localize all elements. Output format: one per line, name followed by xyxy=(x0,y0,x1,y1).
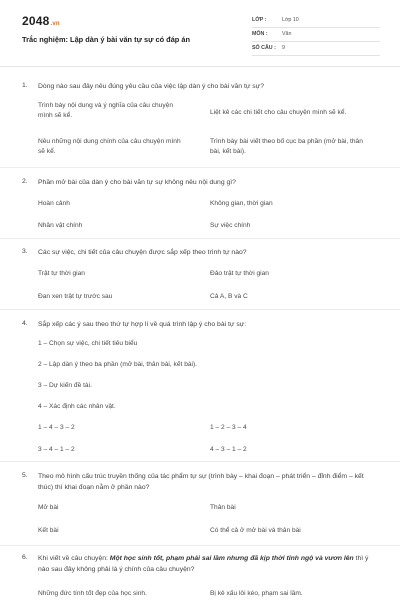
option-b[interactable]: Đảo trật tự thời gian xyxy=(210,270,269,277)
question-number: 6. xyxy=(22,554,28,561)
question-text: Khi viết về câu chuyện: Một học sinh tốt, phạm phải sai lầm nhưng đã kịp thời tỉnh ngộ và vươn lên thì ý nào sau đây không phải là ý chính của câu chuyện? xyxy=(38,555,369,573)
meta-table xyxy=(252,14,380,56)
option-a[interactable]: Trật tự thời gian xyxy=(38,270,85,277)
option-b[interactable]: Liệt kê các chi tiết cho câu chuyện mình sẽ kể. xyxy=(210,109,347,116)
question-number: 4. xyxy=(22,320,28,327)
option-c[interactable]: 3 – 4 – 1 – 2 xyxy=(38,446,75,453)
page-header xyxy=(22,14,380,68)
question-divider xyxy=(0,238,400,239)
option-a[interactable]: Những đức tính tốt đẹp của học sinh. xyxy=(38,590,147,597)
list-item: 3 – Dự kiến đề tài. xyxy=(38,382,92,389)
question-text: Dòng nào sau đây nêu đúng yêu cầu của việc lập dàn ý cho bài văn tự sự? xyxy=(38,83,264,90)
option-d[interactable]: Trình bày bài viết theo bố cục ba phần (mở bài, thân bài, kết bài). xyxy=(210,138,363,155)
meta-row-count: SỐ CÂU : 9 xyxy=(252,42,380,56)
list-item: 4 – Xác định các nhân vật. xyxy=(38,403,116,410)
option-d[interactable]: Có thể cả ở mở bài và thân bài xyxy=(210,527,301,534)
list-item: 2 – Lập dàn ý theo ba phần (mở bài, thân bài, kết bài). xyxy=(38,361,198,368)
question-number: 3. xyxy=(22,248,28,255)
question-divider xyxy=(0,309,400,310)
meta-row-subject: MÔN : Văn xyxy=(252,28,380,42)
option-d[interactable]: Sự việc chính xyxy=(210,222,251,229)
option-a[interactable]: Hoàn cảnh xyxy=(38,200,70,207)
option-b[interactable]: 1 – 2 – 3 – 4 xyxy=(210,424,247,431)
option-a[interactable]: 1 – 4 – 3 – 2 xyxy=(38,424,75,431)
list-item: 1 – Chọn sự việc, chi tiết tiêu biểu xyxy=(38,340,138,347)
option-a[interactable]: Trình bày nội dung và ý nghĩa của câu chuyện mình sẽ kể. xyxy=(38,102,174,119)
option-c[interactable]: Nhân vật chính xyxy=(38,222,83,229)
question-number: 2. xyxy=(22,178,28,185)
option-c[interactable]: Kết bài xyxy=(38,527,59,534)
header-divider xyxy=(0,66,400,67)
option-b[interactable]: Thân bài xyxy=(210,504,236,511)
question-text: Các sự việc, chi tiết của câu chuyện được sắp xếp theo trình tự nào? xyxy=(38,249,247,256)
option-c[interactable]: Đan xen trật tự trước sau xyxy=(38,293,113,300)
page-title: Trắc nghiệm: Lập dàn ý bài văn tự sự có đáp án xyxy=(22,35,190,44)
option-b[interactable]: Không gian, thời gian xyxy=(210,200,273,207)
option-b[interactable]: Bị kẻ xấu lôi kéo, phạm sai lầm. xyxy=(210,590,303,597)
question-text: Sắp xếp các ý sau theo thứ tự hợp lí về quá trình lập ý cho bài tự sự: xyxy=(38,321,247,328)
site-logo[interactable]: 2048.vn xyxy=(22,14,60,28)
option-c[interactable]: Nêu những nội dung chính của câu chuyện mình sẽ kể. xyxy=(38,138,181,155)
meta-row-class: LỚP : Lớp 10 xyxy=(252,14,380,28)
question-number: 1. xyxy=(22,82,28,89)
question-divider xyxy=(0,545,400,546)
question-text: Phần mở bài của dàn ý cho bài văn tự sự không nêu nội dung gì? xyxy=(38,179,236,186)
question-divider xyxy=(0,167,400,168)
option-d[interactable]: Cả A, B và C xyxy=(210,293,248,300)
option-d[interactable]: 4 – 3 – 1 – 2 xyxy=(210,446,247,453)
option-a[interactable]: Mở bài xyxy=(38,504,59,511)
question-number: 5. xyxy=(22,472,28,479)
question-text: Theo mô hình cấu trúc truyền thống của tác phẩm tự sự (trình bày – khai đoạn – phát triển – đỉnh điểm – kết thúc) thì khai đoạn nằm ở phần nào? xyxy=(38,473,364,491)
question-divider xyxy=(0,461,400,462)
